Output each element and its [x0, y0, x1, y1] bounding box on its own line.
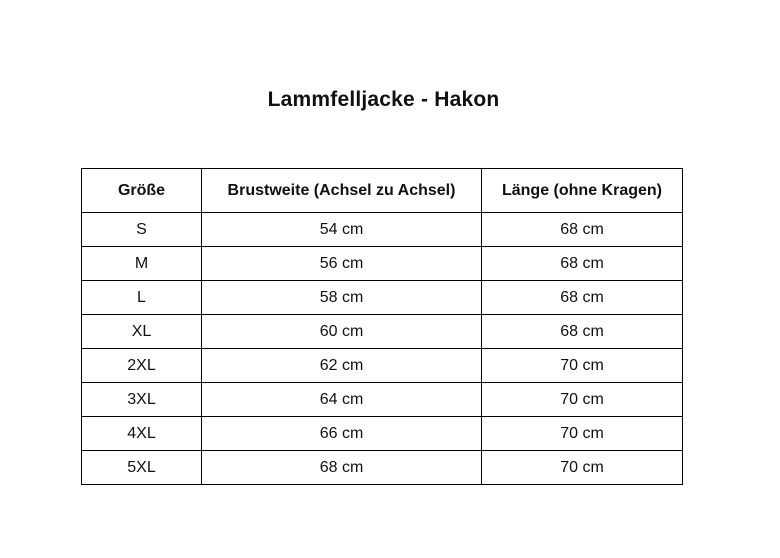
- table-row: [82, 281, 683, 315]
- size-cell: XL: [82, 315, 202, 349]
- chest-width-cell: 54 cm: [202, 213, 482, 247]
- chest-width-cell: 68 cm: [202, 451, 482, 485]
- chest-width-cell: 66 cm: [202, 417, 482, 451]
- length-cell: 68 cm: [482, 213, 683, 247]
- size-cell: S: [82, 213, 202, 247]
- length-cell: 68 cm: [482, 247, 683, 281]
- table-row: [82, 213, 683, 247]
- header-chest-width: Brustweite (Achsel zu Achsel): [202, 169, 482, 213]
- header-size: Größe: [82, 169, 202, 213]
- length-cell: 68 cm: [482, 281, 683, 315]
- size-cell: M: [82, 247, 202, 281]
- chest-width-cell: 64 cm: [202, 383, 482, 417]
- table-header-row: [82, 169, 683, 213]
- chest-width-cell: 60 cm: [202, 315, 482, 349]
- header-length: Länge (ohne Kragen): [482, 169, 683, 213]
- table-row: [82, 315, 683, 349]
- chest-width-cell: 58 cm: [202, 281, 482, 315]
- chest-width-cell: 62 cm: [202, 349, 482, 383]
- length-cell: 70 cm: [482, 451, 683, 485]
- length-cell: 70 cm: [482, 417, 683, 451]
- table-row: [82, 349, 683, 383]
- size-cell: 5XL: [82, 451, 202, 485]
- length-cell: 70 cm: [482, 349, 683, 383]
- table-row: [82, 451, 683, 485]
- table-row: [82, 383, 683, 417]
- page-title: Lammfelljacke - Hakon: [267, 88, 500, 111]
- chest-width-cell: 56 cm: [202, 247, 482, 281]
- size-cell: 2XL: [82, 349, 202, 383]
- table-row: [82, 247, 683, 281]
- size-cell: 3XL: [82, 383, 202, 417]
- length-cell: 68 cm: [482, 315, 683, 349]
- size-cell: L: [82, 281, 202, 315]
- size-cell: 4XL: [82, 417, 202, 451]
- length-cell: 70 cm: [482, 383, 683, 417]
- table-row: [82, 417, 683, 451]
- size-chart-table: [81, 168, 683, 485]
